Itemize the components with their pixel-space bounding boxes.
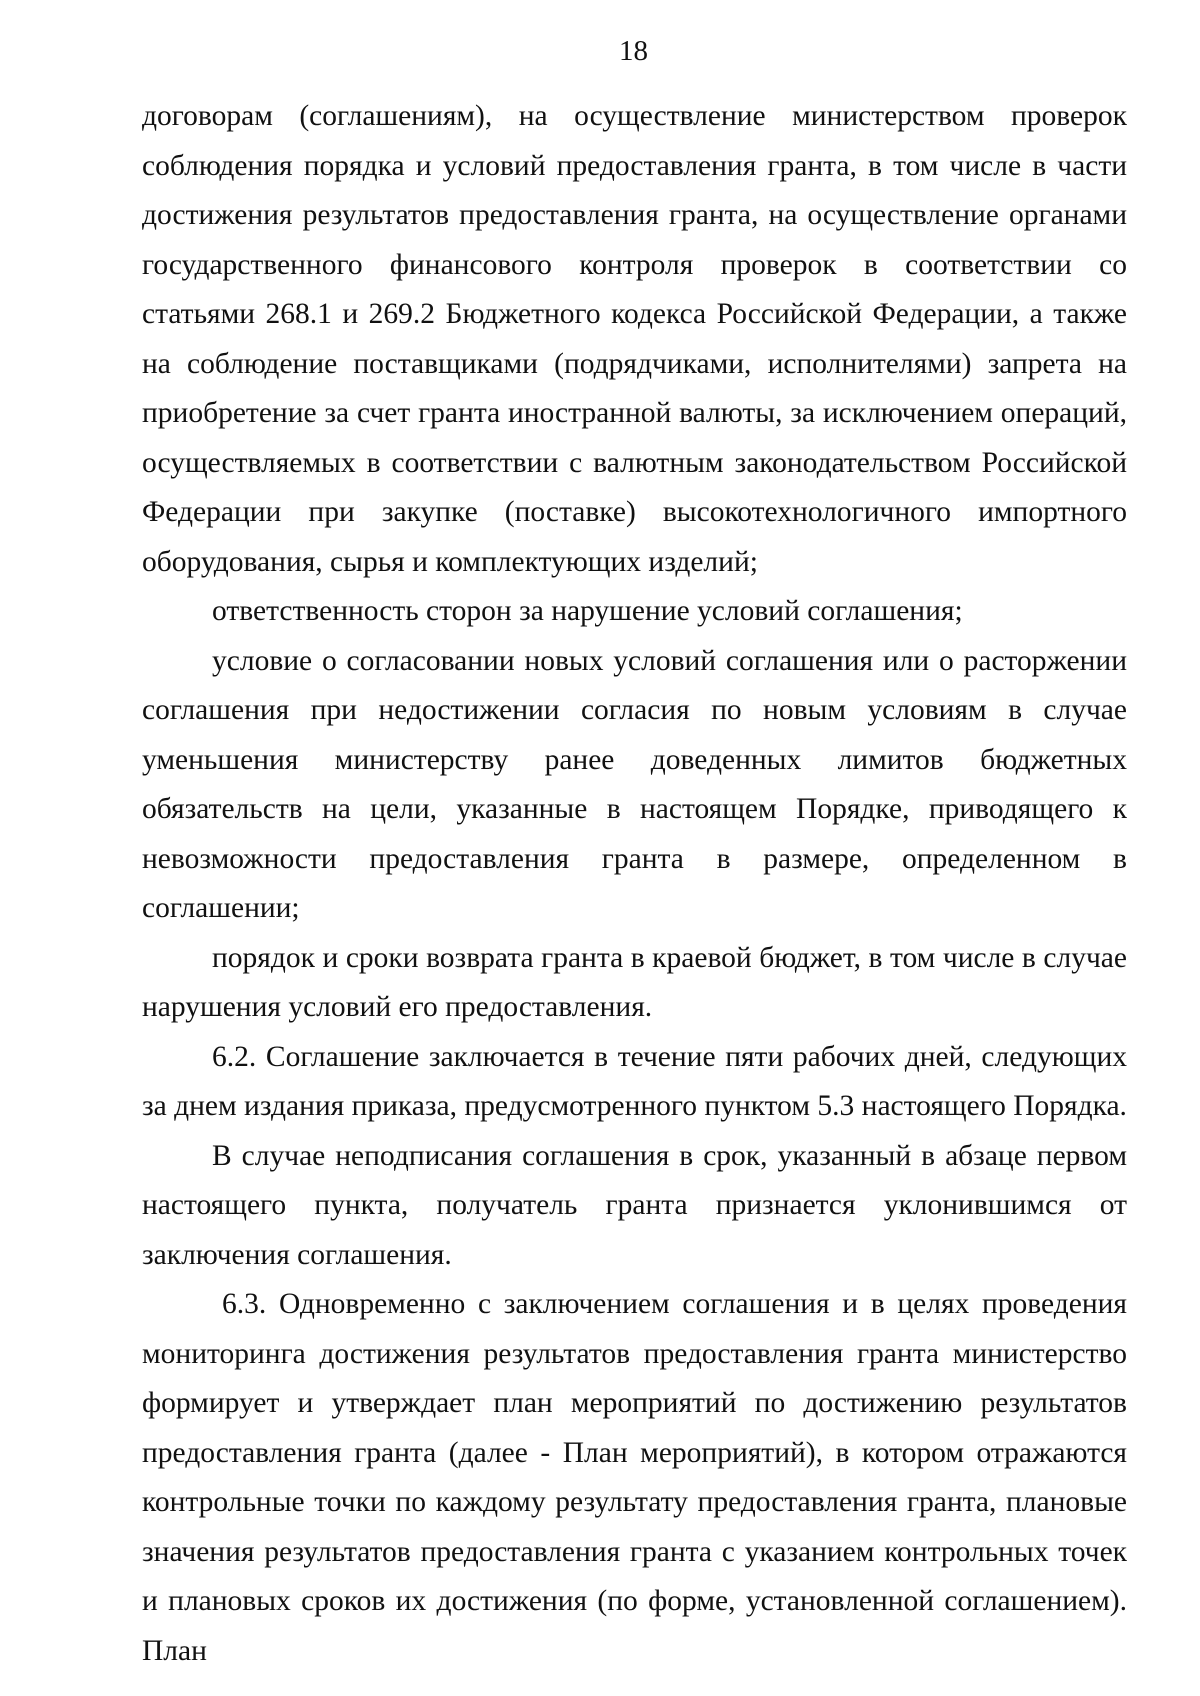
paragraph-responsibility: ответственность сторон за нарушение условий соглашения; [212, 595, 963, 627]
paragraph-grant-return: порядок и сроки возврата гранта в краевой бюджет, в том числе в случае нарушения условий его предоставления. [142, 941, 1127, 1023]
paragraph-6-2: 6.2. Соглашение заключается в течение пяти рабочих дней, следующих за днем издания приказа, предусмотренного пунктом 5.3 настоящего Порядка. [142, 1040, 1127, 1122]
page-number: 18 [619, 35, 648, 67]
paragraph-6-3: 6.3. Одновременно с заключением соглашения и в целях проведения мониторинга достижения результатов предоставления гранта министерство формирует и утверждает план мероприятий по достижению результатов предоставления гранта (далее - План мероприятий), в котором отражаются контрольные точки по каждому результату предоставления гранта, плановые значения результатов предоставления гранта с указанием контрольных точек и плановых сроков их достижения (по форме, установленной соглашением). План [142, 1288, 1127, 1667]
document-body [142, 92, 1127, 1676]
paragraph-unsigned-agreement: В случае неподписания соглашения в срок, указанный в абзаце первом настоящего пункта, получатель гранта признается уклонившимся от заключения соглашения. [142, 1139, 1127, 1271]
paragraph-continuation: договорам (соглашениям), на осуществление министерством проверок соблюдения порядка и условий предоставления гранта, в том числе в части достижения результатов предоставления гранта, на осуществление органами государственного финансового контроля проверок в соответствии со статьями 268.1 и 269.2 Бюджетного кодекса Российской Федерации, а также на соблюдение поставщиками (подрядчиками, исполнителями) запрета на приобретение за счет гранта иностранной валюты, за исключением операций, осуществляемых в соответствии с валютным законодательством Российской Федерации при закупке (поставке) высокотехнологичного импортного оборудования, сырья и комплектующих изделий; [142, 100, 1127, 578]
paragraph-new-conditions: условие о согласовании новых условий соглашения или о расторжении соглашения при недостижении согласия по новым условиям в случае уменьшения министерству ранее доведенных лимитов бюджетных обязательств на цели, указанные в настоящем Порядке, приводящего к невозможности предоставления гранта в размере, определенном в соглашении; [142, 644, 1127, 924]
